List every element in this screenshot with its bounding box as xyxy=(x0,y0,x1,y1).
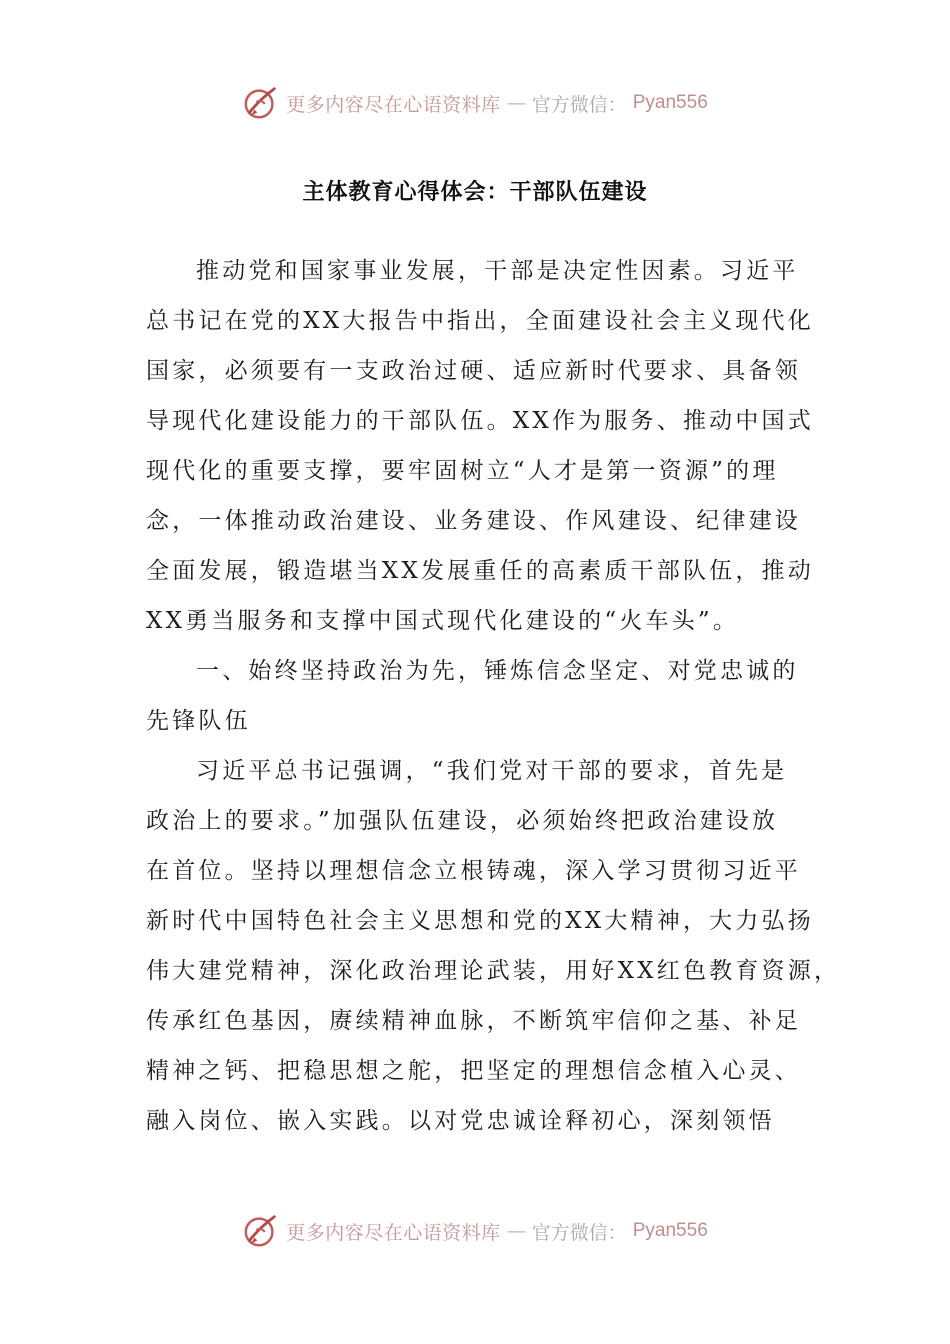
watermark-official-label: 官方微信： xyxy=(531,93,627,116)
watermark-handle: Pyan556 xyxy=(632,1220,708,1241)
footer-watermark xyxy=(0,1211,950,1251)
document-body xyxy=(146,246,841,1146)
body-text-line: 先锋队伍 xyxy=(146,708,251,734)
body-text-line: 政治上的要求。”加强队伍建设，必须始终把政治建设放 xyxy=(146,808,779,834)
watermark-text: 更多内容尽在心语资料库 xyxy=(286,93,501,116)
body-text-line: 念，一体推动政治建设、业务建设、作风建设、纪律建设 xyxy=(146,508,801,534)
body-text-line: 国家，必须要有一支政治过硬、适应新时代要求、具备领 xyxy=(146,358,801,384)
header-watermark xyxy=(0,83,950,123)
document-title: 主体教育心得体会：干部队伍建设 xyxy=(302,180,648,205)
watermark-dash: — xyxy=(506,92,526,114)
watermark-handle: Pyan556 xyxy=(632,92,708,113)
pen-logo-icon xyxy=(242,84,280,122)
watermark-official-label: 官方微信： xyxy=(531,1221,627,1244)
pen-logo-icon xyxy=(242,1212,280,1250)
body-text-line: 总书记在党的XX大报告中指出，全面建设社会主义现代化 xyxy=(146,308,814,334)
body-text-line: 精神之钙、把稳思想之舵，把坚定的理想信念植入心灵、 xyxy=(146,1058,801,1084)
body-text-line: 传承红色基因，赓续精神血脉，不断筑牢信仰之基、补足 xyxy=(146,1008,801,1034)
body-text-line: XX勇当服务和支撑中国式现代化建设的“火车头”。 xyxy=(146,608,740,634)
watermark-text: 更多内容尽在心语资料库 xyxy=(286,1221,501,1244)
body-text-line: 全面发展，锻造堪当XX发展重任的高素质干部队伍，推动 xyxy=(146,558,814,584)
body-text-line: 在首位。坚持以理想信念立根铸魂，深入学习贯彻习近平 xyxy=(146,858,801,884)
body-text-line: 一、始终坚持政治为先，锤炼信念坚定、对党忠诚的 xyxy=(196,658,799,684)
body-text-line: 新时代中国特色社会主义思想和党的XX大精神，大力弘扬 xyxy=(146,908,814,934)
body-text-line: 习近平总书记强调，“我们党对干部的要求，首先是 xyxy=(196,758,788,784)
body-text-line: 现代化的重要支撑，要牢固树立“人才是第一资源”的理 xyxy=(146,458,779,484)
body-text-line: 融入岗位、嵌入实践。以对党忠诚诠释初心，深刻领悟 xyxy=(146,1108,775,1134)
watermark-dash: — xyxy=(506,1220,526,1242)
body-text-line: 推动党和国家事业发展，干部是决定性因素。习近平 xyxy=(196,258,799,284)
body-text-line: 导现代化建设能力的干部队伍。XX作为服务、推动中国式 xyxy=(146,408,814,434)
body-text-line: 伟大建党精神，深化政治理论武装，用好XX红色教育资源， xyxy=(146,958,841,984)
